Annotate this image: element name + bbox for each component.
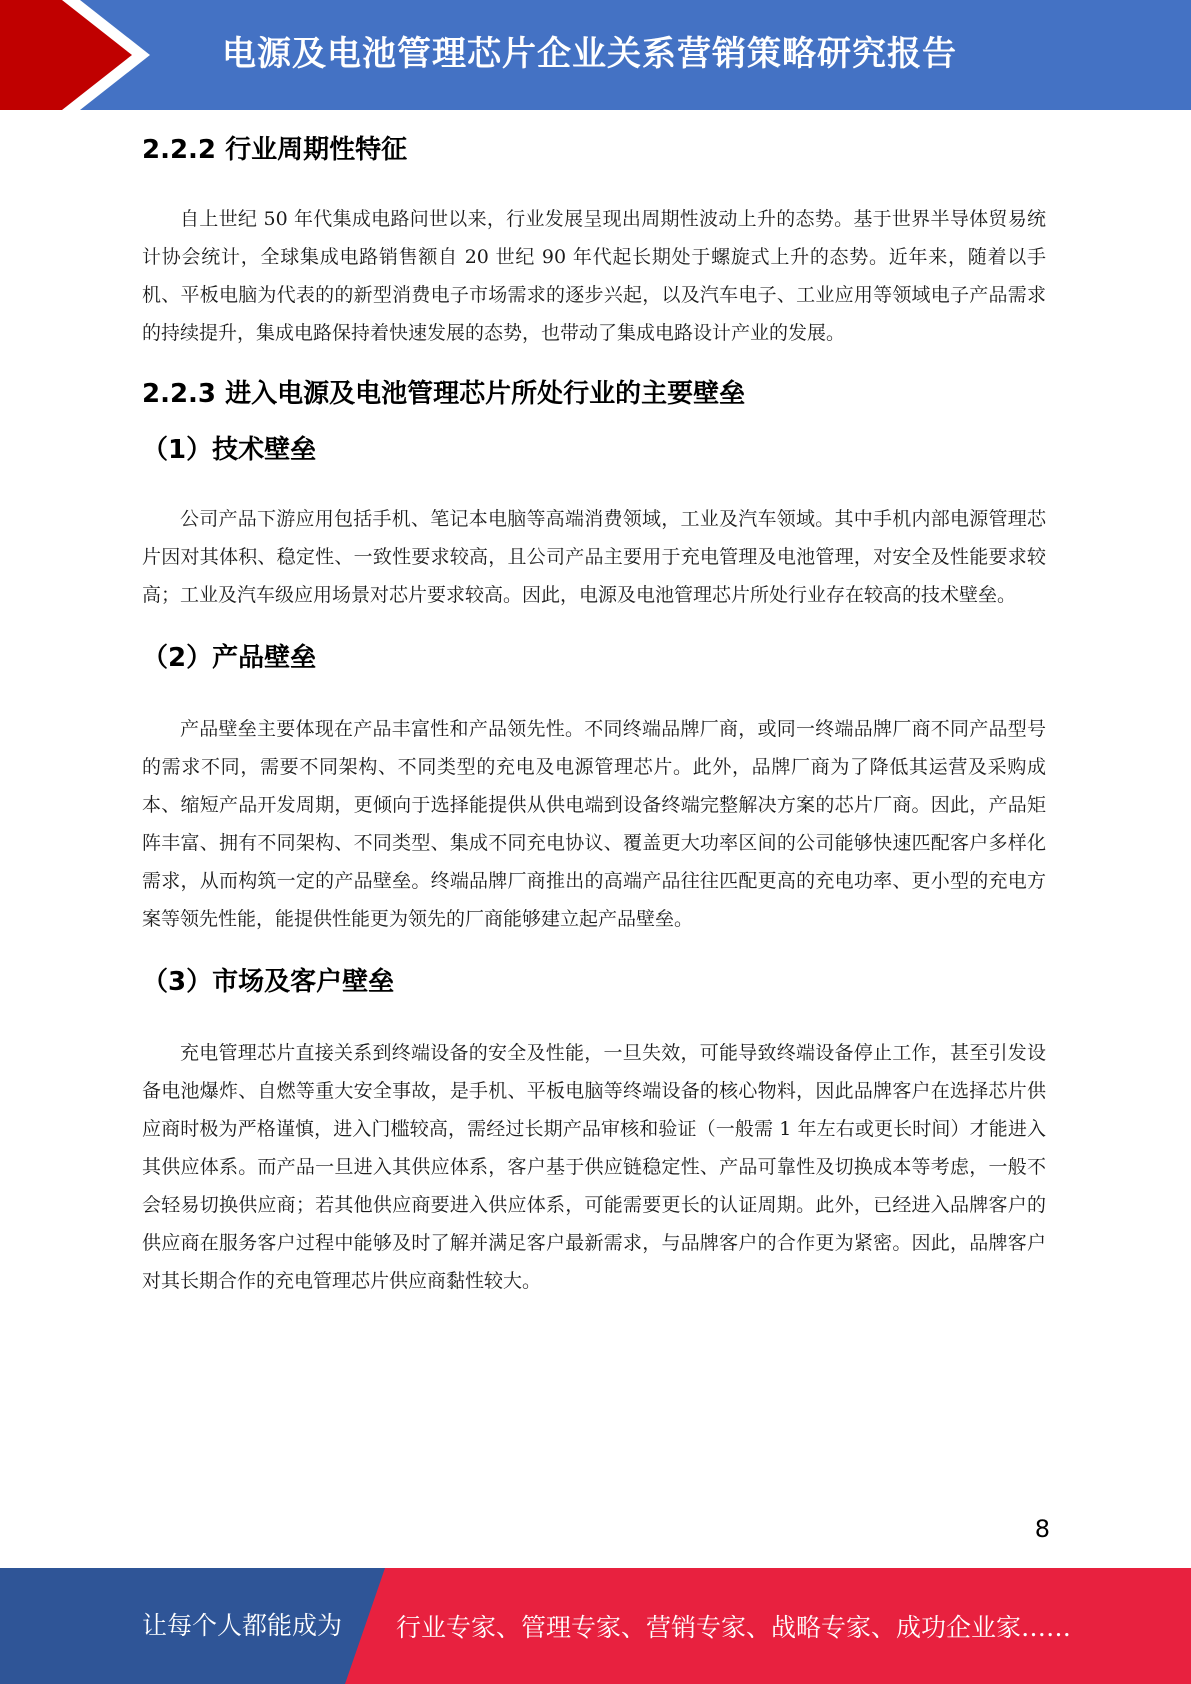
page-content <box>142 128 1046 1300</box>
paragraph-industry-cycle: 自上世纪 50 年代集成电路问世以来，行业发展呈现出周期性波动上升的态势。基于世界半导体贸易统计协会统计，全球集成电路销售额自 20 世纪 90 年代起长期处于螺旋式上升的态势。近年来，随着以手机、平板电脑为代表的的新型消费电子市场需求的逐步兴起，以及汽车电子、工业应用等领域电子产品需求的持续提升，集成电路保持着快速发展的态势，也带动了集成电路设计产业的发展。 <box>142 208 1046 344</box>
section-heading-barriers: 2.2.3 进入电源及电池管理芯片所处行业的主要壁垒 <box>142 379 746 409</box>
subheading-product-barrier: （2）产品壁垒 <box>142 643 317 673</box>
subheading-market-barrier: （3）市场及客户壁垒 <box>142 967 395 997</box>
section-heading-industry-cycle: 2.2.2 行业周期性特征 <box>142 135 408 165</box>
header-banner <box>0 0 1191 110</box>
footer-slogan-right: 行业专家、管理专家、营销专家、战略专家、成功企业家…… <box>396 1613 1072 1642</box>
paragraph-market-barrier: 充电管理芯片直接关系到终端设备的安全及性能，一旦失效，可能导致终端设备停止工作，甚至引发设备电池爆炸、自燃等重大安全事故，是手机、平板电脑等终端设备的核心物料，因此品牌客户在选择芯片供应商时极为严格谨慎，进入门槛较高，需经过长期产品审核和验证（一般需 1 年左右或更长时间）才能进入其供应体系。而产品一旦进入其供应体系，客户基于供应链稳定性、产品可靠性及切换成本等考虑，一般不会轻易切换供应商；若其他供应商要进入供应体系，可能需要更长的认证周期。此外，已经进入品牌客户的供应商在服务客户过程中能够及时了解并满足客户最新需求，与品牌客户的合作更为紧密。因此，品牌客户对其长期合作的充电管理芯片供应商黏性较大。 <box>142 1042 1046 1292</box>
footer-slogan-left: 让每个人都能成为 <box>142 1611 343 1640</box>
page-number: 8 <box>1034 1515 1050 1543</box>
subheading-technical-barrier: （1）技术壁垒 <box>142 435 317 465</box>
paragraph-product-barrier: 产品壁垒主要体现在产品丰富性和产品领先性。不同终端品牌厂商，或同一终端品牌厂商不同产品型号的需求不同，需要不同架构、不同类型的充电及电源管理芯片。此外，品牌厂商为了降低其运营及采购成本、缩短产品开发周期，更倾向于选择能提供从供电端到设备终端完整解决方案的芯片厂商。因此，产品矩阵丰富、拥有不同架构、不同类型、集成不同充电协议、覆盖更大功率区间的公司能够快速匹配客户多样化需求，从而构筑一定的产品壁垒。终端品牌厂商推出的高端产品往往匹配更高的充电功率、更小型的充电方案等领先性能，能提供性能更为领先的厂商能够建立起产品壁垒。 <box>142 718 1046 930</box>
paragraph-technical-barrier: 公司产品下游应用包括手机、笔记本电脑等高端消费领域，工业及汽车领域。其中手机内部电源管理芯片因对其体积、稳定性、一致性要求较高，且公司产品主要用于充电管理及电池管理，对安全及性能要求较高；工业及汽车级应用场景对芯片要求较高。因此，电源及电池管理芯片所处行业存在较高的技术壁垒。 <box>142 508 1046 606</box>
document-title: 电源及电池管理芯片企业关系营销策略研究报告 <box>222 34 957 74</box>
footer-banner <box>0 1568 1191 1684</box>
header-chevron-decoration <box>0 0 160 110</box>
